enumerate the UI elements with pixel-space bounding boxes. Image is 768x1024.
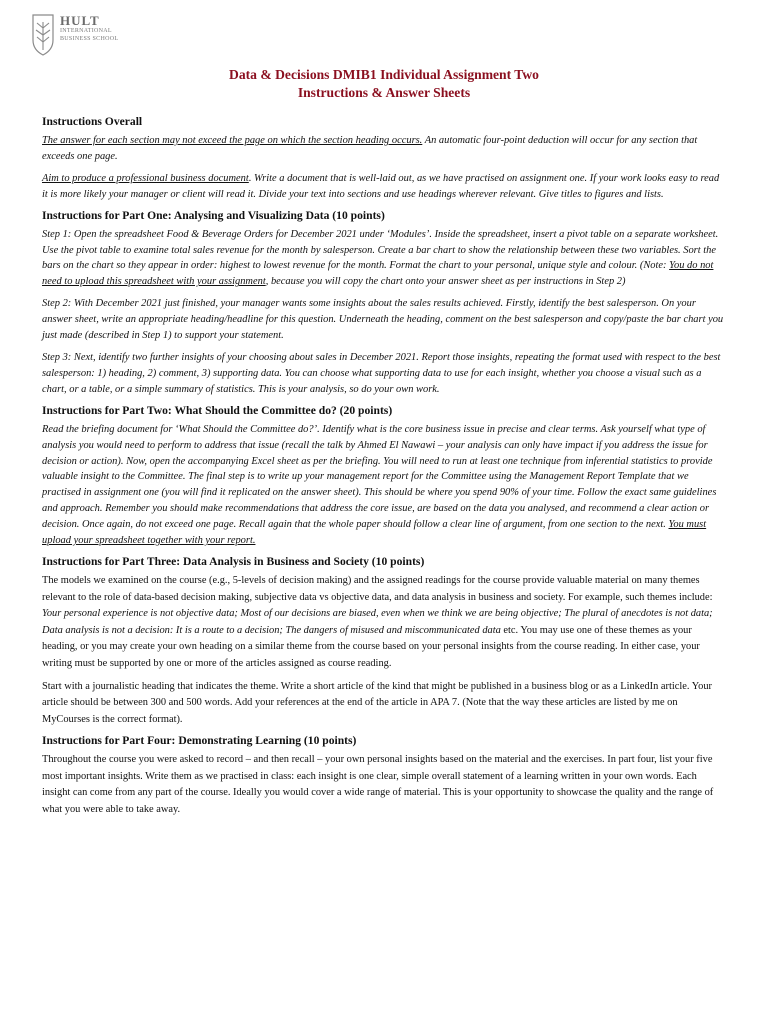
heading-part-three: Instructions for Part Three: Data Analysis in Business and Society (10 points): [42, 554, 425, 568]
heading-overall: Instructions Overall: [42, 115, 143, 128]
heading-part-two: Instructions for Part Two: What Should the Committee do? (20 points): [42, 403, 393, 417]
overall-p1-rest: An automatic four-point deduction will occur for any section that exceeds one page.: [42, 135, 698, 162]
logo-sub-1: INTERNATIONAL: [60, 28, 112, 34]
overall-p1-underlined: The answer for each section may not exceed the page on which the section heading occurs.: [42, 135, 423, 146]
title-line-1: Data & Decisions DMIB1 Individual Assignment Two: [229, 67, 539, 82]
hult-leaf-icon: [32, 14, 54, 56]
part1-step1-underlined: You do not need to upload this spreadsheet with your assignment: [42, 260, 714, 288]
overall-paragraph-1: [42, 133, 726, 165]
part2-body: [42, 422, 726, 549]
section-part-three: [42, 555, 726, 728]
section-overall: [42, 115, 726, 203]
part1-step1-b: , because you will copy the chart onto your answer sheet as per instructions in Step 2): [265, 276, 626, 288]
section-part-one: [42, 209, 726, 398]
document-body: [42, 115, 726, 819]
heading-part-four: Instructions for Part Four: Demonstrating Learning (10 points): [42, 734, 357, 748]
hult-logo: [32, 14, 118, 56]
title-line-2: Instructions & Answer Sheets: [297, 85, 471, 100]
part3-paragraph-2: Start with a journalistic heading that indicates the theme. Write a short article of the kind that might be published in a business blog or as a LinkedIn article. Your article should be between 300 and 500 words. Add your references at the end of the article in APA 7. (Note that the way these articles are listed by me on MyCourses is the correct format).: [42, 680, 713, 725]
heading-part-one: Instructions for Part One: Analysing and Visualizing Data (10 points): [42, 208, 385, 222]
section-part-two: [42, 404, 726, 549]
part2-body-a: Read the briefing document for ‘What Should the Committee do?’. Identify what is the core business issue in precise and clear terms. Ask yourself what type of analysis you would need to perform to address that issue (recall the talk by Ahmed El Nawawi – your analysis can only have impact if you address the issue for decision or action). Now, open the accompanying Excel sheet as per the briefing. You will need to run at least one technique from inferential statistics to provide valuable insight to the Committee. The final step is to write up your management report for the Committee using the Management Report Template that we practised in assignment one (you will find it replicated on the answer sheet). This should be where you spend 90% of your time. Follow the exact same guidelines and approach. Remember you should make recommendations that address the core issue, are based on the data you analysed, and recommend a clear action or decision. Once again, do not exceed one page. Recall again that the whole paper should follow a clear line of argument, from one section to the next.: [42, 423, 717, 531]
logo-name: HULT: [60, 13, 100, 28]
overall-p2-underlined: Aim to produce a professional business document: [42, 172, 249, 184]
section-part-four: [42, 734, 726, 818]
part3-paragraph-1: [42, 573, 726, 673]
part3-p1-a: The models we examined on the course (e.g., 5-levels of decision making) and the assigned readings for the course provide valuable material on many themes relevant to the role of data-based decision making, subjective data vs objective data, and data analysis in business and society. For example, such themes include:: [42, 574, 713, 603]
part1-step1-a: Step 1: Open the spreadsheet Food & Beverage Orders for December 2021 under ‘Modules’. Inside the spreadsheet, insert a pivot table on a separate worksheet. Use the pivot table to examine total sales revenue for the month by salesperson. Create a bar chart to show the relationship between these two variables. Sort the bars on the chart so they appear in order: highest to lowest revenue for the month. Format the chart to your personal, unique style and colour. (Note:: [42, 228, 719, 272]
part1-step1: [42, 227, 726, 291]
part1-step3: Step 3: Next, identify two further insights of your choosing about sales in December 2021. Report those insights, repeating the format used with respect to the best salesperson: 1) heading, 2) comment, 3) supporting data. You can choose what supporting data to use for each insight, whether you choose a visual such as a chart, or a table, or a simple summary of statistics. This is your analysis, so do your own work.: [42, 351, 721, 395]
overall-paragraph-2: [42, 171, 726, 203]
part3-p1-themes: Your personal experience is not objective data; Most of our decisions are biased, even when we think we are being objective; The plural of anecdotes is not data; Data analysis is not a decision: It is a route to a decision; The dangers of misused and miscommunicated data: [42, 608, 713, 636]
overall-p2-rest: . Write a document that is well-laid out, as we have practised on assignment one. If your work looks easy to read it is more likely your manager or client will read it. Divide your text into sections and use headings wherever relevant. Give titles to figures and lists.: [42, 172, 720, 200]
part4-paragraph-1: Throughout the course you were asked to record – and then recall – your own personal insights based on the material and the exercises. In part four, list your five most important insights. Write them as we practised in class: each insight is one clear, simple overall statement of a learning written in your own words. Each insight can come from any part of the course. Ideally you would cover a wide range of material. This is your opportunity to showcase the quality and the range of what you were able to take away.: [42, 754, 714, 816]
part1-step2: Step 2: With December 2021 just finished, your manager wants some insights about the sales results achieved. Firstly, identify the best salesperson. On your answer sheet, write an appropriate heading/headline for this question. Underneath the heading, comment on the best salesperson and copy/paste the bar chart you just made (described in Step 1) to support your statement.: [42, 298, 724, 342]
part2-body-underlined: You must upload your spreadsheet together with your report.: [42, 519, 707, 547]
document-title: [42, 0, 726, 102]
logo-sub-2: BUSINESS SCHOOL: [60, 35, 119, 42]
part3-p1-b: etc. You may use one of these themes as your heading, or you may create your own heading on a similar theme from the course based on your personal insights from the course reading. In either case, your writing must be supported by one or more of the articles assigned as course reading.: [42, 624, 700, 669]
